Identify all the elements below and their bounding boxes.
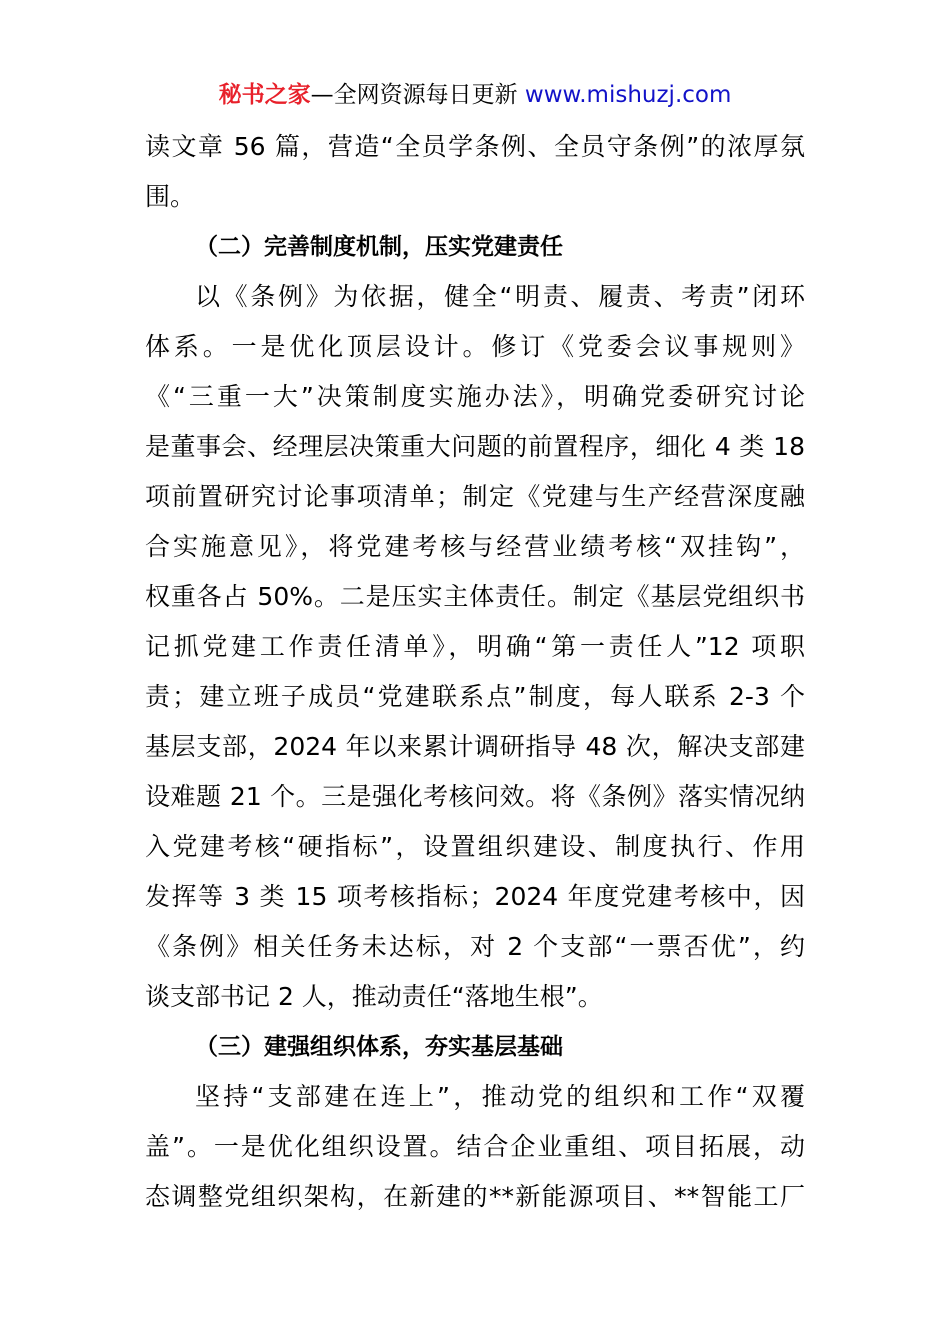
body-line: 《条例》相关任务未达标，对 2 个支部“一票否优”，约 xyxy=(145,932,805,961)
body-line: 发挥等 3 类 15 项考核指标；2024 年度党建考核中，因 xyxy=(145,882,805,911)
body-line: 盖”。一是优化组织设置。结合企业重组、项目拓展，动 xyxy=(145,1132,805,1161)
body-line: 围。 xyxy=(145,182,196,211)
section-heading: （二）完善制度机制，压实党建责任 xyxy=(195,234,563,260)
body-line: 体系。一是优化顶层设计。修订《党委会议事规则》 xyxy=(145,332,805,361)
body-line: 项前置研究讨论事项清单；制定《党建与生产经营深度融 xyxy=(145,482,805,511)
body-line: 《“三重一大”决策制度实施办法》，明确党委研究讨论 xyxy=(145,382,805,411)
body-line: 责；建立班子成员“党建联系点”制度，每人联系 2-3 个 xyxy=(145,682,805,711)
site-brand: 秘书之家 xyxy=(218,82,311,108)
body-line: 以《条例》为依据，健全“明责、履责、考责”闭环 xyxy=(195,282,805,311)
site-header xyxy=(0,78,950,112)
site-tagline: —全网资源每日更新 xyxy=(310,82,525,108)
body-line: 记抓党建工作责任清单》，明确“第一责任人”12 项职 xyxy=(145,632,805,661)
body-line: 态调整党组织架构，在新建的**新能源项目、**智能工厂 xyxy=(145,1182,805,1211)
body-line: 读文章 56 篇，营造“全员学条例、全员守条例”的浓厚氛 xyxy=(145,132,805,161)
body-line: 合实施意见》，将党建考核与经营业绩考核“双挂钩”， xyxy=(145,532,805,561)
section-heading: （三）建强组织体系，夯实基层基础 xyxy=(195,1034,563,1060)
body-line: 谈支部书记 2 人，推动责任“落地生根”。 xyxy=(145,982,603,1011)
body-line: 坚持“支部建在连上”，推动党的组织和工作“双覆 xyxy=(195,1082,805,1111)
body-line: 权重各占 50%。二是压实主体责任。制定《基层党组织书 xyxy=(145,582,805,611)
body-line: 入党建考核“硬指标”，设置组织建设、制度执行、作用 xyxy=(145,832,805,861)
body-line: 基层支部，2024 年以来累计调研指导 48 次，解决支部建 xyxy=(145,732,805,761)
body-line: 设难题 21 个。三是强化考核问效。将《条例》落实情况纳 xyxy=(145,782,805,811)
site-url[interactable]: www.mishuzj.com xyxy=(524,82,732,108)
body-line: 是董事会、经理层决策重大问题的前置程序，细化 4 类 18 xyxy=(145,432,805,461)
